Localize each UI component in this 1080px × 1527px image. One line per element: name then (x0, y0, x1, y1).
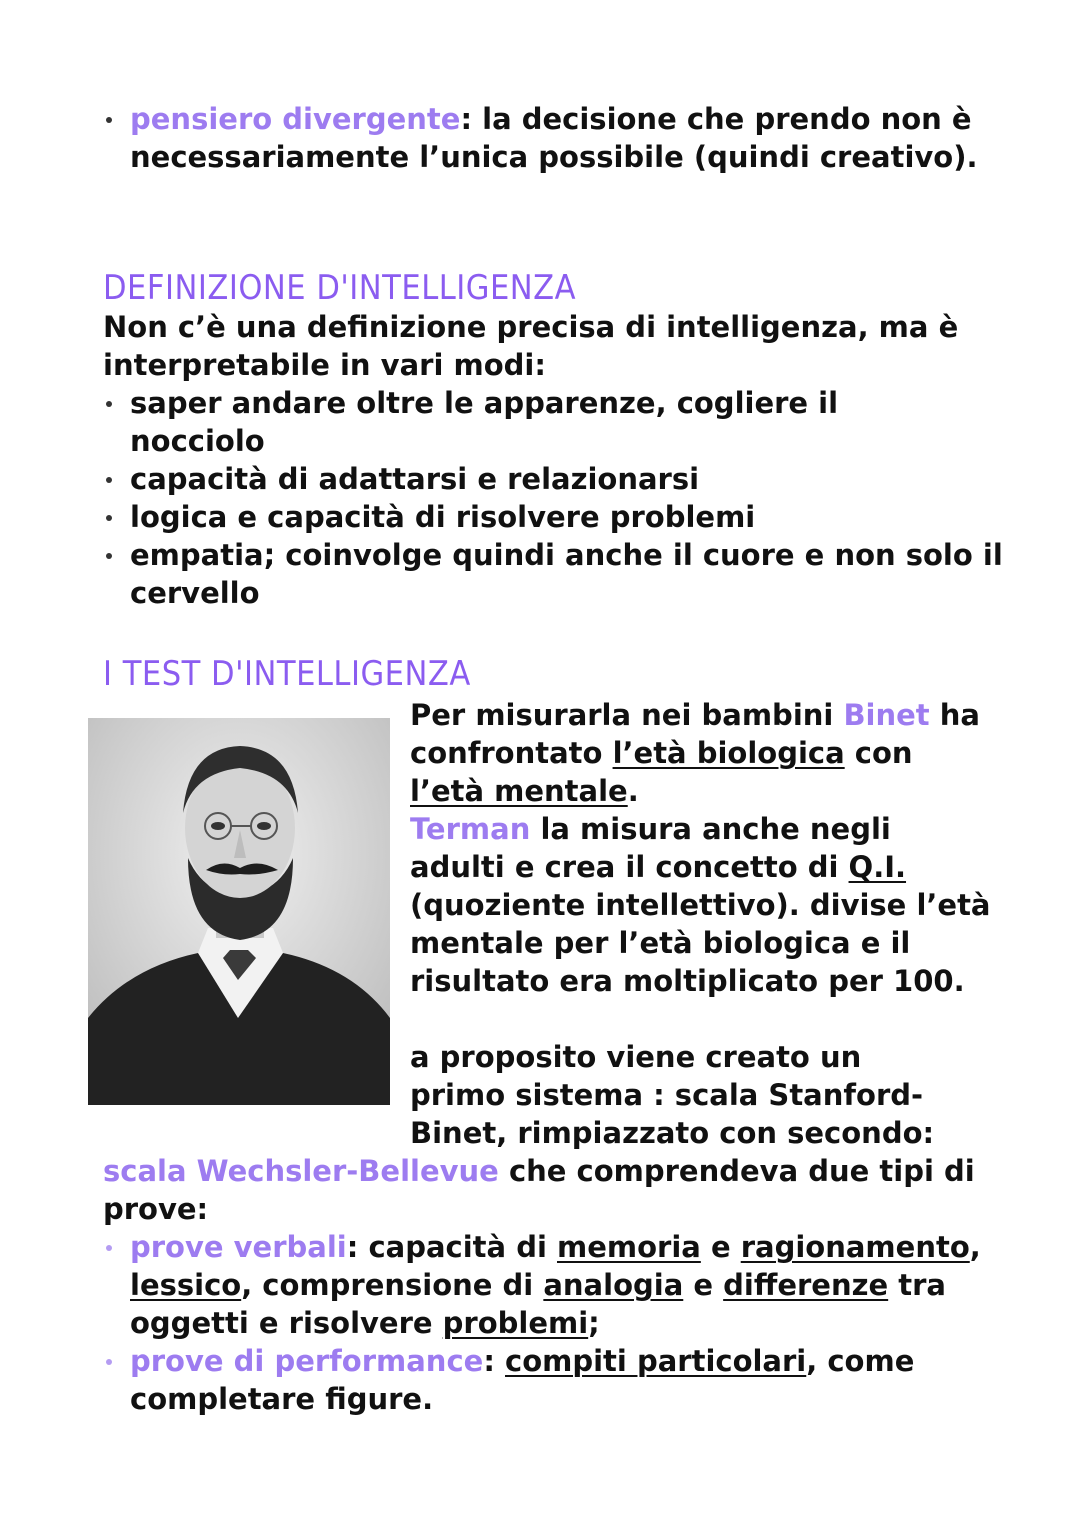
list-item: saper andare oltre le apparenze, cogliere il nocciolo (103, 384, 1003, 460)
term-scala-wechsler: scala Wechsler-Bellevue (103, 1154, 499, 1188)
list-item: prove di performance: compiti particolari, come completare figure. (103, 1342, 1003, 1418)
test-continuation: scala Wechsler-Bellevue che comprendeva due tipi di prove: prove verbali: capacità di memoria e ragionamento, lessico, comprensione di analogia e differenze tra oggetti e risolvere problemi; prove di performance: compiti particolari, come completare figure. (103, 1152, 1003, 1418)
list-item: capacità di adattarsi e relazionarsi (103, 460, 1003, 498)
list-item: pensiero divergente: la decisione che prendo non è necessariamente l’unica possibile (quindi creativo). (103, 100, 1003, 176)
definizione-body: Non c’è una definizione precisa di intelligenza, ma è interpretabile in vari modi: saper andare oltre le apparenze, cogliere il nocciolo capacità di adattarsi e relazionarsi logica e capacità di risolvere problemi empatia; coinvolge quindi anche il cuore e non solo il cervello (103, 310, 1003, 610)
list-item: logica e capacità di risolvere problemi (103, 498, 1003, 536)
section-title-test: I TEST D'INTELLIGENZA (103, 654, 471, 694)
binet-portrait-photo (88, 718, 390, 1105)
list-item: empatia; coinvolge quindi anche il cuore e non solo il cervello (103, 536, 1003, 612)
term-prove-performance: prove di performance (130, 1344, 484, 1378)
test-right-column: Per misurarla nei bambini Binet ha confrontato l’età biologica con l’età mentale. Terman la misura anche negli adulti e crea il concetto di Q.I. (quoziente intellettivo). divise l’età mentale per l’età biologica e il risultato era moltiplicato per 100. a proposito viene creato un primo sistema : scala Stanford- Binet, rimpiazzato con secondo: (410, 698, 991, 1150)
intro-list (103, 100, 1003, 176)
term-pensiero-divergente: pensiero divergente (130, 102, 461, 136)
definizione-list (103, 384, 1003, 612)
portrait-photo-icon (88, 718, 390, 1105)
prove-list (103, 1228, 1003, 1418)
section-title-definizione: DEFINIZIONE D'INTELLIGENZA (103, 268, 577, 308)
name-terman: Terman (410, 812, 531, 846)
list-item: prove verbali: capacità di memoria e ragionamento, lessico, comprensione di analogia e differenze tra oggetti e risolvere problemi; (103, 1228, 1003, 1342)
term-prove-verbali: prove verbali (130, 1230, 347, 1264)
name-binet: Binet (843, 698, 930, 732)
